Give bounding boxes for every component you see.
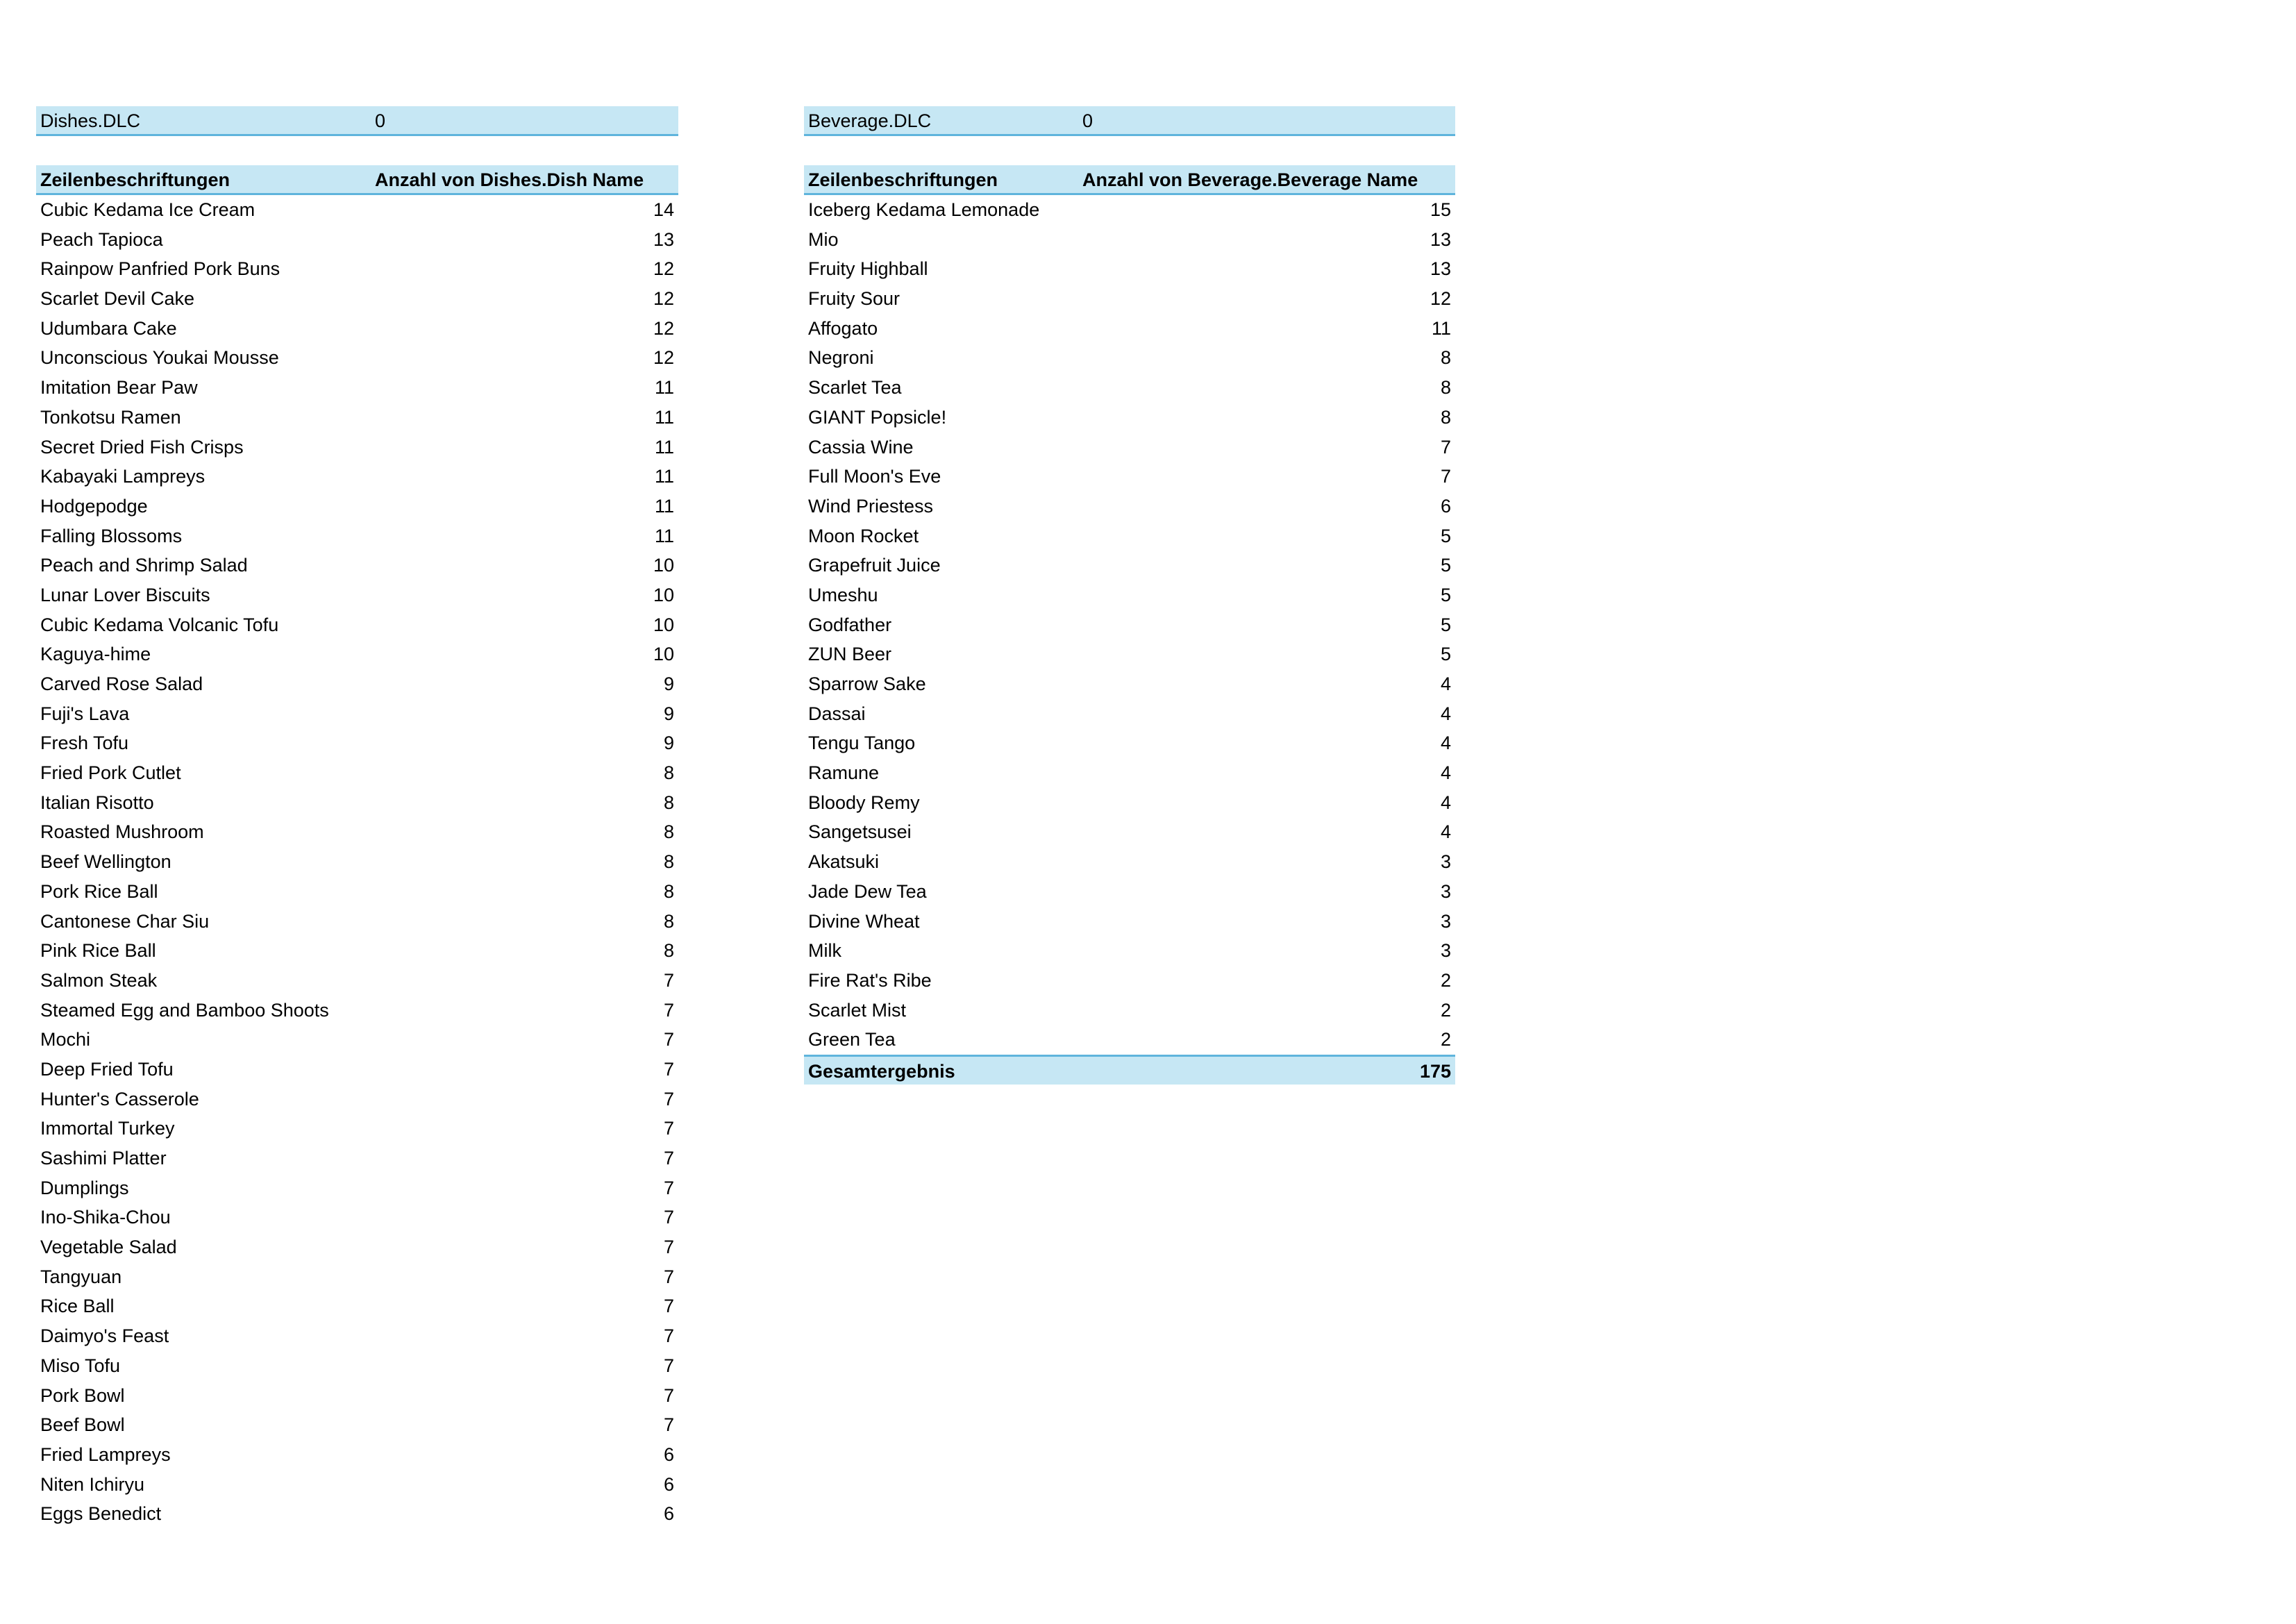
row-count: 11 <box>654 436 674 458</box>
row-label: Beef Wellington <box>40 851 171 873</box>
row-label: Negroni <box>808 347 874 369</box>
table-row[interactable] <box>36 1351 678 1381</box>
row-count: 13 <box>1430 228 1451 250</box>
row-label: Salmon Steak <box>40 969 158 991</box>
row-label: Italian Risotto <box>40 792 154 813</box>
row-count: 2 <box>1440 969 1451 991</box>
row-count: 11 <box>1431 317 1451 339</box>
table-row[interactable] <box>804 580 1455 610</box>
row-label: Sparrow Sake <box>808 673 926 694</box>
row-count: 8 <box>663 940 674 962</box>
row-label: Carved Rose Salad <box>40 673 203 694</box>
row-count: 8 <box>663 910 674 932</box>
table-row[interactable] <box>36 195 678 225</box>
beverages-row-labels-header[interactable]: Zeilenbeschriftungen <box>808 169 998 190</box>
table-row[interactable] <box>804 521 1455 551</box>
row-count: 11 <box>654 406 674 428</box>
row-count: 7 <box>663 1296 674 1317</box>
row-label: Hunter's Casserole <box>40 1088 199 1110</box>
row-count: 2 <box>1440 1029 1451 1050</box>
row-count: 3 <box>1440 910 1451 932</box>
row-label: GIANT Popsicle! <box>808 406 947 428</box>
row-count: 12 <box>653 288 674 310</box>
row-count: 15 <box>1430 199 1451 220</box>
row-label: Grapefruit Juice <box>808 555 941 576</box>
row-label: Roasted Mushroom <box>40 821 204 843</box>
table-row[interactable] <box>36 1055 678 1085</box>
table-row[interactable] <box>36 225 678 255</box>
row-label: Vegetable Salad <box>40 1237 177 1258</box>
row-label: Green Tea <box>808 1029 896 1050</box>
row-label: Kabayaki Lampreys <box>40 466 206 487</box>
row-count: 8 <box>663 880 674 902</box>
row-count: 7 <box>1440 436 1451 458</box>
row-count: 10 <box>653 584 674 605</box>
dishes-count-header: Anzahl von Dishes.Dish Name <box>375 169 644 190</box>
table-row[interactable] <box>36 1114 678 1144</box>
row-count: 5 <box>1440 614 1451 635</box>
table-row[interactable] <box>36 373 678 403</box>
row-label: Moon Rocket <box>808 525 919 546</box>
row-label: Milk <box>808 940 841 962</box>
table-row[interactable] <box>36 936 678 966</box>
table-row[interactable] <box>36 284 678 314</box>
table-row[interactable] <box>804 788 1455 818</box>
row-count: 6 <box>663 1503 674 1525</box>
row-label: Iceberg Kedama Lemonade <box>808 199 1040 220</box>
dishes-filter-row[interactable] <box>36 106 678 136</box>
row-count: 12 <box>653 258 674 280</box>
table-row[interactable] <box>804 373 1455 403</box>
row-label: Kaguya-hime <box>40 644 151 665</box>
dishes-filter-value[interactable]: 0 <box>375 110 386 131</box>
row-count: 10 <box>653 644 674 665</box>
row-label: Sangetsusei <box>808 821 912 843</box>
row-label: Ino-Shika-Chou <box>40 1207 171 1228</box>
row-count: 8 <box>1440 347 1451 369</box>
table-row[interactable] <box>804 877 1455 907</box>
row-label: Bloody Remy <box>808 792 920 813</box>
row-count: 8 <box>663 821 674 843</box>
row-label: Hodgepodge <box>40 495 148 517</box>
table-row[interactable] <box>36 907 678 937</box>
row-label: Pork Bowl <box>40 1384 125 1406</box>
table-row[interactable] <box>36 758 678 788</box>
table-row[interactable] <box>804 728 1455 758</box>
table-row[interactable] <box>804 403 1455 433</box>
row-label: Fresh Tofu <box>40 733 129 754</box>
table-row[interactable] <box>36 343 678 373</box>
row-label: Falling Blossoms <box>40 525 183 546</box>
row-label: Eggs Benedict <box>40 1503 162 1525</box>
row-count: 7 <box>663 1058 674 1080</box>
row-count: 4 <box>1440 821 1451 843</box>
row-count: 7 <box>663 1088 674 1110</box>
table-row[interactable] <box>804 284 1455 314</box>
row-label: Rice Ball <box>40 1296 115 1317</box>
row-count: 7 <box>663 1177 674 1198</box>
row-count: 4 <box>1440 762 1451 784</box>
row-count: 7 <box>663 1029 674 1050</box>
table-row[interactable] <box>36 1470 678 1500</box>
table-row[interactable] <box>36 462 678 492</box>
table-row[interactable] <box>36 1381 678 1411</box>
table-row[interactable] <box>36 1291 678 1321</box>
row-label: Scarlet Tea <box>808 377 902 399</box>
row-count: 8 <box>1440 406 1451 428</box>
row-count: 7 <box>663 999 674 1021</box>
table-row[interactable] <box>36 314 678 344</box>
table-row[interactable] <box>804 254 1455 284</box>
table-row[interactable] <box>804 462 1455 492</box>
table-row[interactable] <box>804 610 1455 640</box>
row-label: Dumplings <box>40 1177 129 1198</box>
table-row[interactable] <box>36 728 678 758</box>
row-count: 11 <box>654 495 674 517</box>
row-label: Cubic Kedama Ice Cream <box>40 199 255 220</box>
beverages-filter-row[interactable] <box>804 106 1455 136</box>
table-row[interactable] <box>804 195 1455 225</box>
table-row[interactable] <box>36 1232 678 1262</box>
row-count: 6 <box>663 1473 674 1495</box>
row-label: Pork Rice Ball <box>40 880 158 902</box>
row-count: 7 <box>663 1118 674 1139</box>
row-count: 12 <box>1430 288 1451 310</box>
row-label: Unconscious Youkai Mousse <box>40 347 279 369</box>
table-row[interactable] <box>36 847 678 877</box>
table-row[interactable] <box>804 996 1455 1026</box>
table-row[interactable] <box>36 1085 678 1114</box>
row-count: 13 <box>1430 258 1451 280</box>
row-count: 8 <box>663 851 674 873</box>
row-count: 7 <box>663 1384 674 1406</box>
table-row[interactable] <box>36 1144 678 1173</box>
row-count: 13 <box>653 228 674 250</box>
table-row[interactable] <box>804 966 1455 996</box>
row-count: 11 <box>654 525 674 546</box>
dishes-row-labels-header[interactable]: Zeilenbeschriftungen <box>40 169 231 190</box>
row-count: 5 <box>1440 555 1451 576</box>
beverages-header-row <box>804 165 1455 195</box>
row-label: Cassia Wine <box>808 436 914 458</box>
row-count: 4 <box>1440 703 1451 724</box>
row-label: Fuji's Lava <box>40 703 130 724</box>
row-count: 6 <box>1440 495 1451 517</box>
table-row[interactable] <box>804 669 1455 699</box>
row-label: Ramune <box>808 762 880 784</box>
row-label: Lunar Lover Biscuits <box>40 584 210 605</box>
row-label: Dassai <box>808 703 866 724</box>
table-row[interactable] <box>36 521 678 551</box>
row-count: 8 <box>663 762 674 784</box>
table-row[interactable] <box>804 225 1455 255</box>
row-count: 7 <box>663 1237 674 1258</box>
row-count: 11 <box>654 466 674 487</box>
table-row[interactable] <box>804 817 1455 847</box>
row-label: Fried Pork Cutlet <box>40 762 181 784</box>
row-label: Steamed Egg and Bamboo Shoots <box>40 999 329 1021</box>
row-label: Akatsuki <box>808 851 880 873</box>
row-count: 9 <box>663 733 674 754</box>
table-row[interactable] <box>36 1262 678 1292</box>
dishes-data-rows <box>36 195 678 1529</box>
row-label: Fire Rat's Ribe <box>808 969 932 991</box>
row-count: 3 <box>1440 940 1451 962</box>
row-label: Fruity Sour <box>808 288 900 310</box>
row-count: 11 <box>654 377 674 399</box>
table-row[interactable] <box>36 254 678 284</box>
row-label: ZUN Beer <box>808 644 892 665</box>
row-label: Daimyo's Feast <box>40 1325 169 1347</box>
row-label: Imitation Bear Paw <box>40 377 198 399</box>
table-row[interactable] <box>36 403 678 433</box>
table-row[interactable] <box>36 580 678 610</box>
table-row[interactable] <box>804 1025 1455 1055</box>
grand-total-value: 175 <box>1419 1060 1451 1082</box>
row-label: Godfather <box>808 614 892 635</box>
row-count: 8 <box>663 792 674 813</box>
row-label: Beef Bowl <box>40 1414 125 1436</box>
table-row[interactable] <box>36 966 678 996</box>
table-row[interactable] <box>36 1410 678 1440</box>
row-label: Full Moon's Eve <box>808 466 941 487</box>
row-label: Mochi <box>40 1029 91 1050</box>
dishes-filter-label: Dishes.DLC <box>40 110 141 131</box>
row-count: 10 <box>653 614 674 635</box>
table-row[interactable] <box>804 314 1455 344</box>
row-label: Immortal Turkey <box>40 1118 175 1139</box>
row-label: Deep Fried Tofu <box>40 1058 174 1080</box>
table-row[interactable] <box>804 433 1455 462</box>
row-count: 4 <box>1440 673 1451 694</box>
row-label: Udumbara Cake <box>40 317 177 339</box>
row-count: 8 <box>1440 377 1451 399</box>
table-row[interactable] <box>36 1025 678 1055</box>
table-row[interactable] <box>804 936 1455 966</box>
table-row[interactable] <box>36 1499 678 1529</box>
table-row[interactable] <box>804 907 1455 937</box>
row-label: Niten Ichiryu <box>40 1473 145 1495</box>
table-row[interactable] <box>804 551 1455 580</box>
row-count: 7 <box>663 1325 674 1347</box>
table-row[interactable] <box>36 551 678 580</box>
row-label: Mio <box>808 228 839 250</box>
row-label: Cubic Kedama Volcanic Tofu <box>40 614 279 635</box>
row-count: 12 <box>653 317 674 339</box>
row-count: 3 <box>1440 851 1451 873</box>
row-count: 9 <box>663 703 674 724</box>
row-count: 2 <box>1440 999 1451 1021</box>
table-row[interactable] <box>36 433 678 462</box>
beverages-filter-label: Beverage.DLC <box>808 110 932 131</box>
beverages-data-rows <box>804 195 1455 1085</box>
table-row[interactable] <box>804 492 1455 521</box>
table-row[interactable] <box>804 639 1455 669</box>
table-row[interactable] <box>36 699 678 729</box>
row-label: Cantonese Char Siu <box>40 910 210 932</box>
row-label: Pink Rice Ball <box>40 940 156 962</box>
row-count: 4 <box>1440 733 1451 754</box>
row-label: Tonkotsu Ramen <box>40 406 181 428</box>
row-label: Rainpow Panfried Pork Buns <box>40 258 280 280</box>
row-count: 7 <box>1440 466 1451 487</box>
row-count: 6 <box>663 1443 674 1465</box>
dishes-header-row <box>36 165 678 195</box>
row-label: Scarlet Devil Cake <box>40 288 195 310</box>
row-label: Tangyuan <box>40 1266 122 1287</box>
table-row[interactable] <box>804 343 1455 373</box>
grand-total-row <box>804 1055 1455 1085</box>
row-label: Peach and Shrimp Salad <box>40 555 248 576</box>
row-label: Wind Priestess <box>808 495 934 517</box>
table-row[interactable] <box>36 1321 678 1351</box>
table-row[interactable] <box>36 492 678 521</box>
row-label: Affogato <box>808 317 878 339</box>
row-label: Tengu Tango <box>808 733 916 754</box>
table-row[interactable] <box>804 758 1455 788</box>
row-count: 7 <box>663 1414 674 1436</box>
row-label: Divine Wheat <box>808 910 920 932</box>
row-count: 7 <box>663 1207 674 1228</box>
row-label: Fruity Highball <box>808 258 928 280</box>
beverages-filter-value[interactable]: 0 <box>1082 110 1093 131</box>
table-row[interactable] <box>36 817 678 847</box>
row-label: Miso Tofu <box>40 1355 121 1376</box>
row-count: 4 <box>1440 792 1451 813</box>
row-count: 7 <box>663 1148 674 1169</box>
row-count: 7 <box>663 1355 674 1376</box>
row-label: Scarlet Mist <box>808 999 907 1021</box>
row-count: 9 <box>663 673 674 694</box>
grand-total-label: Gesamtergebnis <box>808 1060 955 1082</box>
table-row[interactable] <box>36 610 678 640</box>
beverages-count-header: Anzahl von Beverage.Beverage Name <box>1082 169 1418 190</box>
table-row[interactable] <box>36 639 678 669</box>
table-row[interactable] <box>36 1173 678 1203</box>
row-count: 5 <box>1440 584 1451 605</box>
row-count: 10 <box>653 555 674 576</box>
row-count: 7 <box>663 1266 674 1287</box>
row-label: Peach Tapioca <box>40 228 163 250</box>
table-row[interactable] <box>36 788 678 818</box>
row-label: Jade Dew Tea <box>808 880 927 902</box>
table-row[interactable] <box>36 669 678 699</box>
row-count: 5 <box>1440 644 1451 665</box>
table-row[interactable] <box>36 1203 678 1232</box>
row-count: 5 <box>1440 525 1451 546</box>
row-count: 7 <box>663 969 674 991</box>
table-row[interactable] <box>36 1440 678 1470</box>
row-label: Secret Dried Fish Crisps <box>40 436 244 458</box>
row-count: 14 <box>653 199 674 220</box>
row-label: Sashimi Platter <box>40 1148 167 1169</box>
row-label: Umeshu <box>808 584 878 605</box>
table-row[interactable] <box>804 847 1455 877</box>
row-count: 12 <box>653 347 674 369</box>
table-row[interactable] <box>36 996 678 1026</box>
table-row[interactable] <box>36 877 678 907</box>
row-label: Fried Lampreys <box>40 1443 171 1465</box>
table-row[interactable] <box>804 699 1455 729</box>
row-count: 3 <box>1440 880 1451 902</box>
